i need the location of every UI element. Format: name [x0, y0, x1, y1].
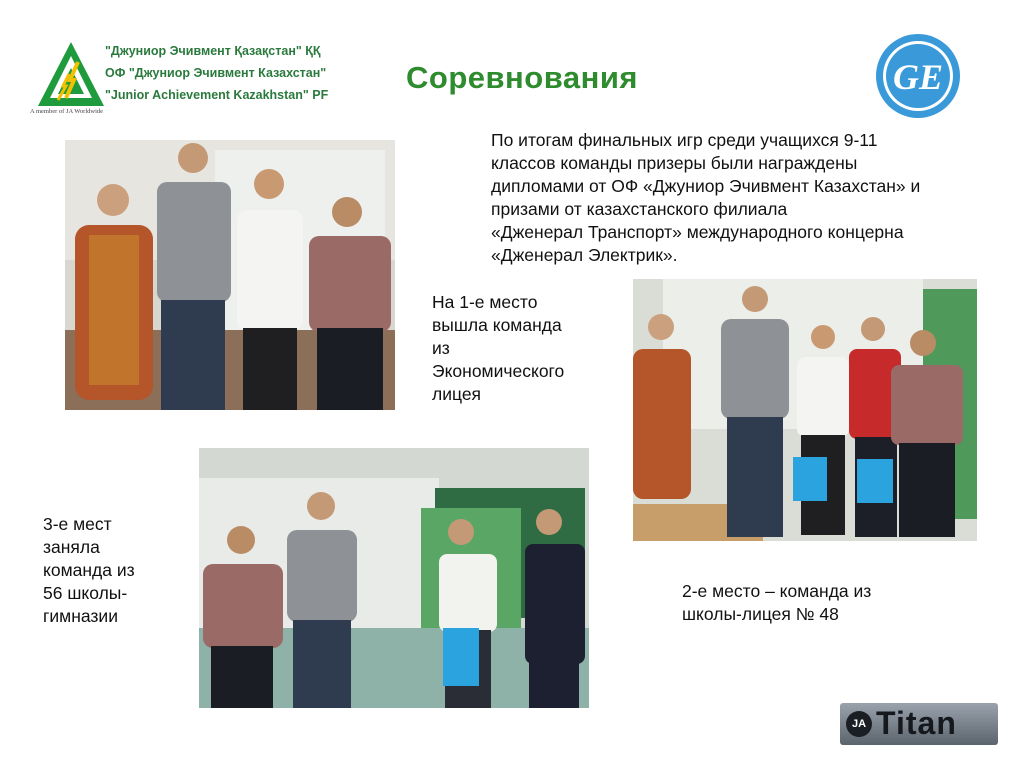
titan-ja-badge: JA	[846, 711, 872, 737]
titan-logo	[840, 703, 998, 745]
third-place-line: 3-е мест	[43, 514, 112, 534]
third-place-line: 56 школы-	[43, 583, 128, 603]
photo-third-place-team	[199, 448, 589, 708]
second-place-caption	[682, 580, 942, 626]
first-place-line: из	[432, 338, 450, 358]
ja-member-text: A member of JA Worldwide	[30, 108, 104, 115]
intro-line: «Дженерал Электрик».	[491, 245, 678, 265]
first-place-line: вышла команда	[432, 315, 562, 335]
third-place-caption	[43, 513, 193, 628]
second-place-line: школы-лицея № 48	[682, 604, 839, 624]
ja-triangle-icon	[36, 40, 106, 110]
third-place-line: команда из	[43, 560, 135, 580]
photo-second-place-team	[633, 279, 977, 541]
ja-logo-text	[105, 40, 328, 106]
ge-monogram-icon	[874, 32, 962, 120]
titan-logo-word: Titan	[876, 705, 957, 741]
intro-line: призами от казахстанского филиала	[491, 199, 788, 219]
second-place-line: 2-е место – команда из	[682, 581, 872, 601]
intro-line: классов команды призеры были награждены	[491, 153, 858, 173]
first-place-line: На 1-е место	[432, 292, 538, 312]
ja-logo-line-1: "Джуниор Эчивмент Қазақстан" ҚҚ	[105, 44, 321, 58]
third-place-line: заняла	[43, 537, 100, 557]
intro-paragraph	[491, 129, 991, 267]
slide-title: Соревнования	[406, 60, 638, 95]
ja-logo-line-2: ОФ "Джуниор Эчивмент Казахстан"	[105, 66, 327, 80]
ge-logo	[874, 32, 962, 120]
first-place-line: Экономического	[432, 361, 565, 381]
intro-line: «Дженерал Транспорт» международного концерна	[491, 222, 904, 242]
ge-logo-text: GE	[892, 57, 944, 97]
photo-first-place-team	[65, 140, 395, 410]
ja-logo-line-3: "Junior Achievement Kazakhstan" PF	[105, 88, 329, 102]
intro-line: По итогам финальных игр среди учащихся 9-11	[491, 130, 878, 150]
intro-line: дипломами от ОФ «Джуниор Эчивмент Казахстан» и	[491, 176, 921, 196]
third-place-line: гимназии	[43, 606, 118, 626]
first-place-line: лицея	[432, 384, 482, 404]
first-place-caption	[432, 291, 602, 406]
